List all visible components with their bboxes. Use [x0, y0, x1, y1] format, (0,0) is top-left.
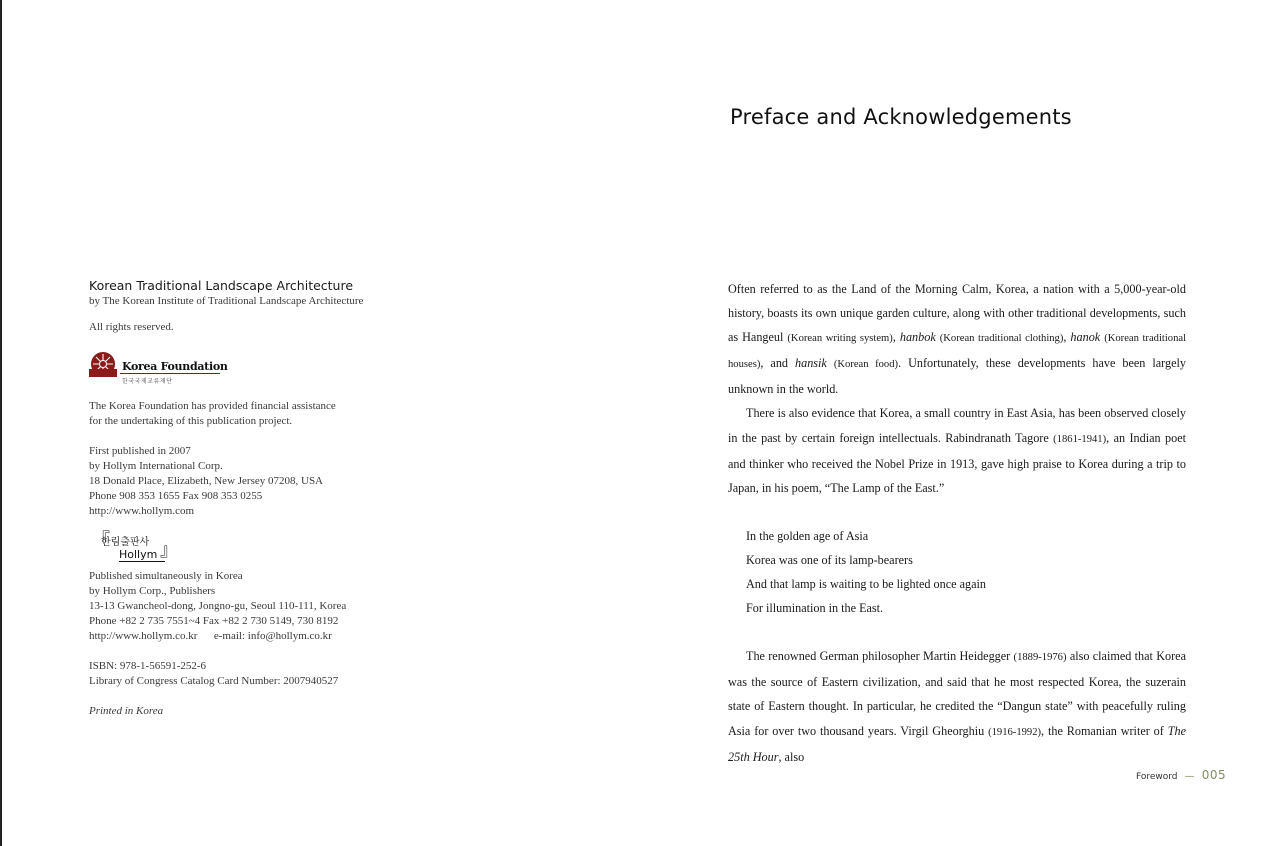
korea-foundation-name: Korea Foundation [122, 360, 228, 373]
publisher-kr-line: Published simultaneously in Korea [89, 570, 243, 582]
korea-foundation-emblem-icon [89, 349, 117, 377]
support-line: The Korea Foundation has provided financial assistance [89, 400, 336, 412]
poem-line: Korea was one of its lamp-bearers [746, 552, 913, 567]
support-notice [89, 399, 449, 429]
publisher-kr-contact: http://www.hollym.co.kr e-mail: info@hollym.co.kr [89, 630, 332, 642]
colophon [89, 278, 449, 719]
hollym-english-name: Hollym [119, 548, 158, 561]
paragraph: The renowned German philosopher Martin Heidegger (1889-1976) also claimed that Korea was the source of Eastern civilization, and said that he most respected Korea, the suzerain state of Eastern thought. In particular, he credited the “Dangun state” with peacefully ruling Asia for over two thousand years. Virgil Gheorghiu (1916-1992), the Romanian writer of The 25th Hour, also [728, 649, 1186, 764]
printed-in: Printed in Korea [89, 705, 164, 717]
rights-line: All rights reserved. [89, 321, 174, 333]
isbn-line: ISBN: 978-1-56591-252-6 [89, 660, 207, 672]
author-line: by The Korean Institute of Traditional Landscape Architecture [89, 295, 364, 307]
publisher-us [89, 444, 449, 519]
page-title: Preface and Acknowledgements [730, 105, 1072, 129]
loc-line: Library of Congress Catalog Card Number: 2007940527 [89, 675, 339, 687]
hollym-korean-name: 한림출판사 [101, 537, 150, 548]
hollym-logo: 『 한림출판사 Hollym 』 [92, 530, 178, 561]
publisher-kr-line: 13-13 Gwancheol-dong, Jongno-gu, Seoul 110-111, Korea [89, 600, 347, 612]
publisher-us-line: Phone 908 353 1655 Fax 908 353 0255 [89, 490, 263, 502]
poem-line: And that lamp is waiting to be lighted once again [746, 577, 986, 592]
korea-foundation-korean-name: 한국국제교류재단 [122, 379, 173, 385]
korea-foundation-logo [89, 349, 229, 383]
page-edge-line [0, 0, 2, 846]
page-number: 005 [1201, 768, 1227, 782]
preface-body [728, 277, 1186, 769]
publisher-us-url: http://www.hollym.com [89, 505, 195, 517]
publisher-us-line: 18 Donald Place, Elizabeth, New Jersey 07208, USA [89, 475, 324, 487]
poem-line: For illumination in the East. [746, 601, 884, 616]
footer-section-label: Foreword [1136, 772, 1178, 782]
poem-line: In the golden age of Asia [746, 528, 869, 543]
publisher-kr-line: by Hollym Corp., Publishers [89, 585, 216, 597]
book-title: Korean Traditional Landscape Architecture [89, 278, 354, 293]
footer-dash: — [1184, 771, 1195, 782]
publisher-kr [89, 569, 449, 644]
support-line: for the undertaking of this publication project. [89, 415, 293, 427]
publisher-us-line: by Hollym International Corp. [89, 460, 223, 472]
publisher-us-line: First published in 2007 [89, 445, 191, 457]
isbn-info [89, 659, 449, 689]
paragraph: There is also evidence that Korea, a small country in East Asia, has been observed closely in the past by certain foreign intellectuals. Rabindranath Tagore (1861-1941), an Indian poet and thinker who received the Nobel Prize in 1913, gave high praise to Korea during a trip to Japan, in his poem, “The Lamp of the East.” [728, 406, 1187, 495]
paragraph: Often referred to as the Land of the Morning Calm, Korea, a nation with a 5,000-year-old history, boasts its own unique garden culture, along with other traditional developments, such as Hangeul (Korean writing system), hanbok (Korean traditional clothing), hanok (Korean traditional houses), and hansik (Korean food). Unfortunately, these developments have been largely unknown in the world. [728, 282, 1187, 397]
page-footer [1136, 764, 1226, 783]
poem-quote [746, 524, 1186, 620]
korea-foundation-rule [120, 373, 220, 374]
publisher-kr-line: Phone +82 2 735 7551~4 Fax +82 2 730 5149, 730 8192 [89, 615, 339, 627]
